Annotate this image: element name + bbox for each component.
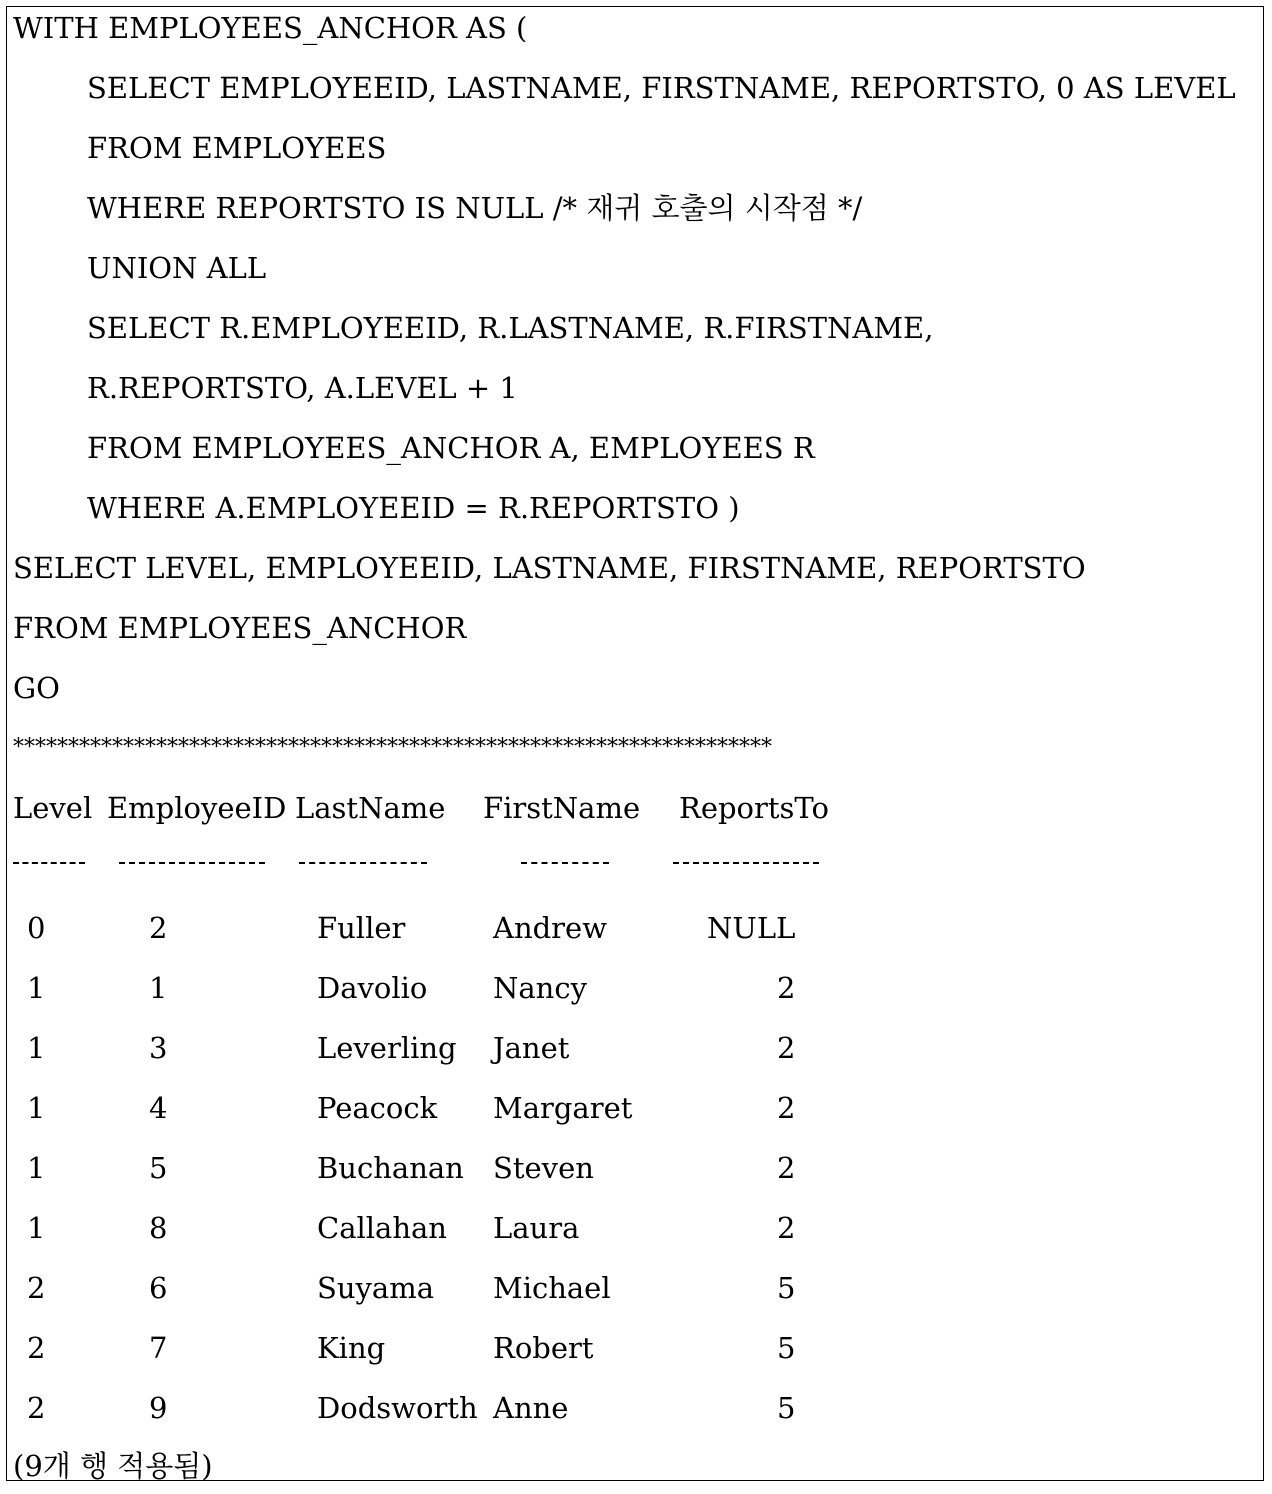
code-line: SELECT R.EMPLOYEEID, R.LASTNAME, R.FIRSTNAME, xyxy=(87,311,934,345)
table-cell: King xyxy=(317,1331,386,1365)
table-cell: 2 xyxy=(27,1391,46,1425)
table-cell: 1 xyxy=(27,971,46,1005)
header-underline xyxy=(299,862,427,864)
column-header: Level xyxy=(13,791,93,825)
table-cell: 1 xyxy=(27,1211,46,1245)
table-cell: 9 xyxy=(149,1391,168,1425)
header-underline xyxy=(673,862,819,864)
table-cell: 2 xyxy=(777,1211,796,1245)
table-cell: 6 xyxy=(149,1271,168,1305)
table-cell: Suyama xyxy=(317,1271,435,1305)
code-line: WHERE A.EMPLOYEEID = R.REPORTSTO ) xyxy=(87,491,740,525)
table-cell: Laura xyxy=(493,1211,580,1245)
table-cell: Peacock xyxy=(317,1091,438,1125)
table-cell: Margaret xyxy=(493,1091,633,1125)
table-cell: 5 xyxy=(777,1391,796,1425)
table-cell: Michael xyxy=(493,1271,611,1305)
table-cell: Davolio xyxy=(317,971,428,1005)
table-cell: 2 xyxy=(149,911,168,945)
rows-affected-footer: (9개 행 적용됨) xyxy=(13,1449,213,1483)
table-cell: Callahan xyxy=(317,1211,447,1245)
table-cell: Nancy xyxy=(493,971,587,1005)
code-line: WHERE REPORTSTO IS NULL /* 재귀 호출의 시작점 */ xyxy=(87,191,863,225)
table-cell: NULL xyxy=(707,911,796,945)
header-underline xyxy=(13,862,85,864)
code-line: GO xyxy=(13,671,60,705)
table-cell: 2 xyxy=(27,1271,46,1305)
table-cell: 1 xyxy=(27,1091,46,1125)
code-line: SELECT LEVEL, EMPLOYEEID, LASTNAME, FIRSTNAME, REPORTSTO xyxy=(13,551,1086,585)
code-line: SELECT EMPLOYEEID, LASTNAME, FIRSTNAME, REPORTSTO, 0 AS LEVEL xyxy=(87,71,1236,105)
table-cell: 2 xyxy=(27,1331,46,1365)
table-cell: 2 xyxy=(777,1091,796,1125)
table-cell: 2 xyxy=(777,1031,796,1065)
table-cell: 2 xyxy=(777,1151,796,1185)
table-cell: 2 xyxy=(777,971,796,1005)
table-cell: 1 xyxy=(27,1031,46,1065)
table-cell: 1 xyxy=(27,1151,46,1185)
table-cell: Steven xyxy=(493,1151,594,1185)
table-cell: Robert xyxy=(493,1331,594,1365)
table-cell: Anne xyxy=(493,1391,569,1425)
table-cell: 1 xyxy=(149,971,168,1005)
table-cell: 7 xyxy=(149,1331,168,1365)
table-cell: Fuller xyxy=(317,911,406,945)
column-header: LastName xyxy=(295,791,446,825)
table-cell: Leverling xyxy=(317,1031,457,1065)
table-cell: 3 xyxy=(149,1031,168,1065)
header-underline xyxy=(119,862,265,864)
document-frame xyxy=(6,6,1264,1481)
code-line: FROM EMPLOYEES xyxy=(87,131,387,165)
table-cell: 5 xyxy=(149,1151,168,1185)
table-cell: 5 xyxy=(777,1271,796,1305)
table-cell: Andrew xyxy=(493,911,608,945)
table-cell: Buchanan xyxy=(317,1151,464,1185)
code-line: WITH EMPLOYEES_ANCHOR AS ( xyxy=(13,11,528,45)
table-cell: Dodsworth xyxy=(317,1391,478,1425)
separator-line: ********************************************************************* xyxy=(13,735,772,760)
code-line: FROM EMPLOYEES_ANCHOR A, EMPLOYEES R xyxy=(87,431,815,465)
table-cell: 5 xyxy=(777,1331,796,1365)
column-header: FirstName xyxy=(483,791,641,825)
table-cell: 0 xyxy=(27,911,46,945)
table-cell: 4 xyxy=(149,1091,168,1125)
column-header: EmployeeID xyxy=(107,791,287,825)
table-cell: Janet xyxy=(493,1031,570,1065)
column-header: ReportsTo xyxy=(679,791,829,825)
table-cell: 8 xyxy=(149,1211,168,1245)
header-underline xyxy=(521,862,609,864)
code-line: UNION ALL xyxy=(87,251,267,285)
code-line: R.REPORTSTO, A.LEVEL + 1 xyxy=(87,371,518,405)
code-line: FROM EMPLOYEES_ANCHOR xyxy=(13,611,467,645)
